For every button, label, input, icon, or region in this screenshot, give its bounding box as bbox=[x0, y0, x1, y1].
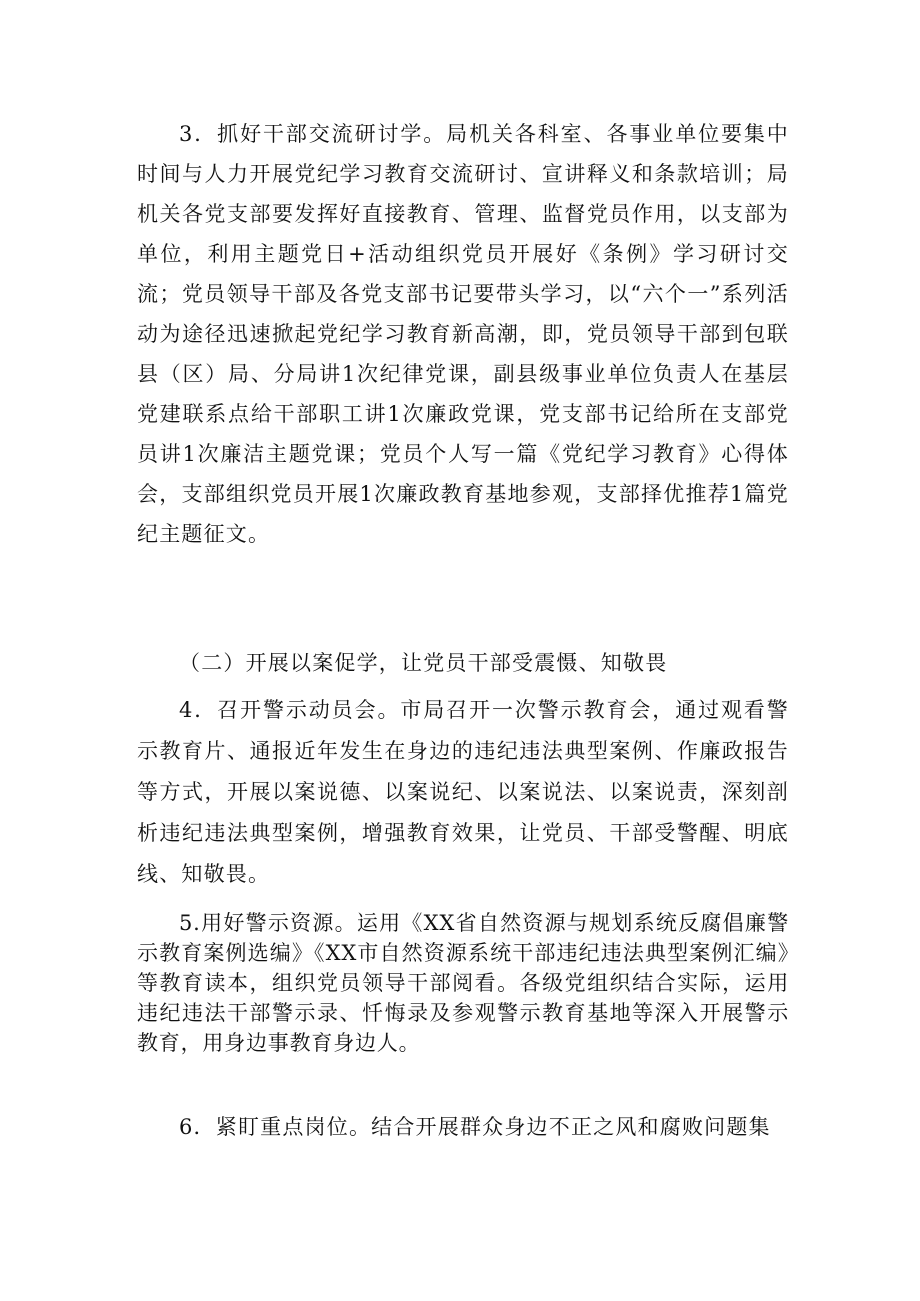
paragraph-item-6: 6．紧盯重点岗位。结合开展群众身边不正之风和腐败问题集 bbox=[179, 1115, 771, 1139]
paragraph-item-3: 3．抓好干部交流研讨学。局机关各科室、各事业单位要集中时间与人力开展党纪学习教育交流研讨、宣讲释义和条款培训；局机关各党支部要发挥好直接教育、管理、监督党员作用，以支部为单位，利用主题党日+活动组织党员开展好《条例》学习研讨交流；党员领导干部及各党支部书记要带头学习，以“六个一”系列活动为途径迅速掀起党纪学习教育新高潮，即，党员领导干部到包联县（区）局、分局讲1次纪律党课，副县级事业单位负责人在基层党建联系点给干部职工讲1次廉政党课，党支部书记给所在支部党员讲1次廉洁主题党课；党员个人写一篇《党纪学习教育》心得体会，支部组织党员开展1次廉政教育基地参观，支部择优推荐1篇党纪主题征文。 bbox=[137, 122, 789, 546]
paragraph-item-5: 5.用好警示资源。运用《XX省自然资源与规划系统反腐倡廉警示教育案例选编》《XX市自然资源系统干部违纪违法典型案例汇编》等教育读本，组织党员领导干部阅看。各级党组织结合实际，运用违纪违法干部警示录、忏悔录及参观警示教育基地等深入开展警示教育，用身边事教育身边人。 bbox=[137, 911, 789, 1055]
paragraph-item-4: 4．召开警示动员会。市局召开一次警示教育会，通过观看警示教育片、通报近年发生在身边的违纪违法典型案例、作廉政报告等方式，开展以案说德、以案说纪、以案说法、以案说责，深刻剖析违纪违法典型案例，增强教育效果，让党员、干部受警醒、明底线、知敬畏。 bbox=[137, 698, 789, 886]
section-heading-2: （二）开展以案促学，让党员干部受震慑、知敬畏 bbox=[179, 651, 668, 675]
